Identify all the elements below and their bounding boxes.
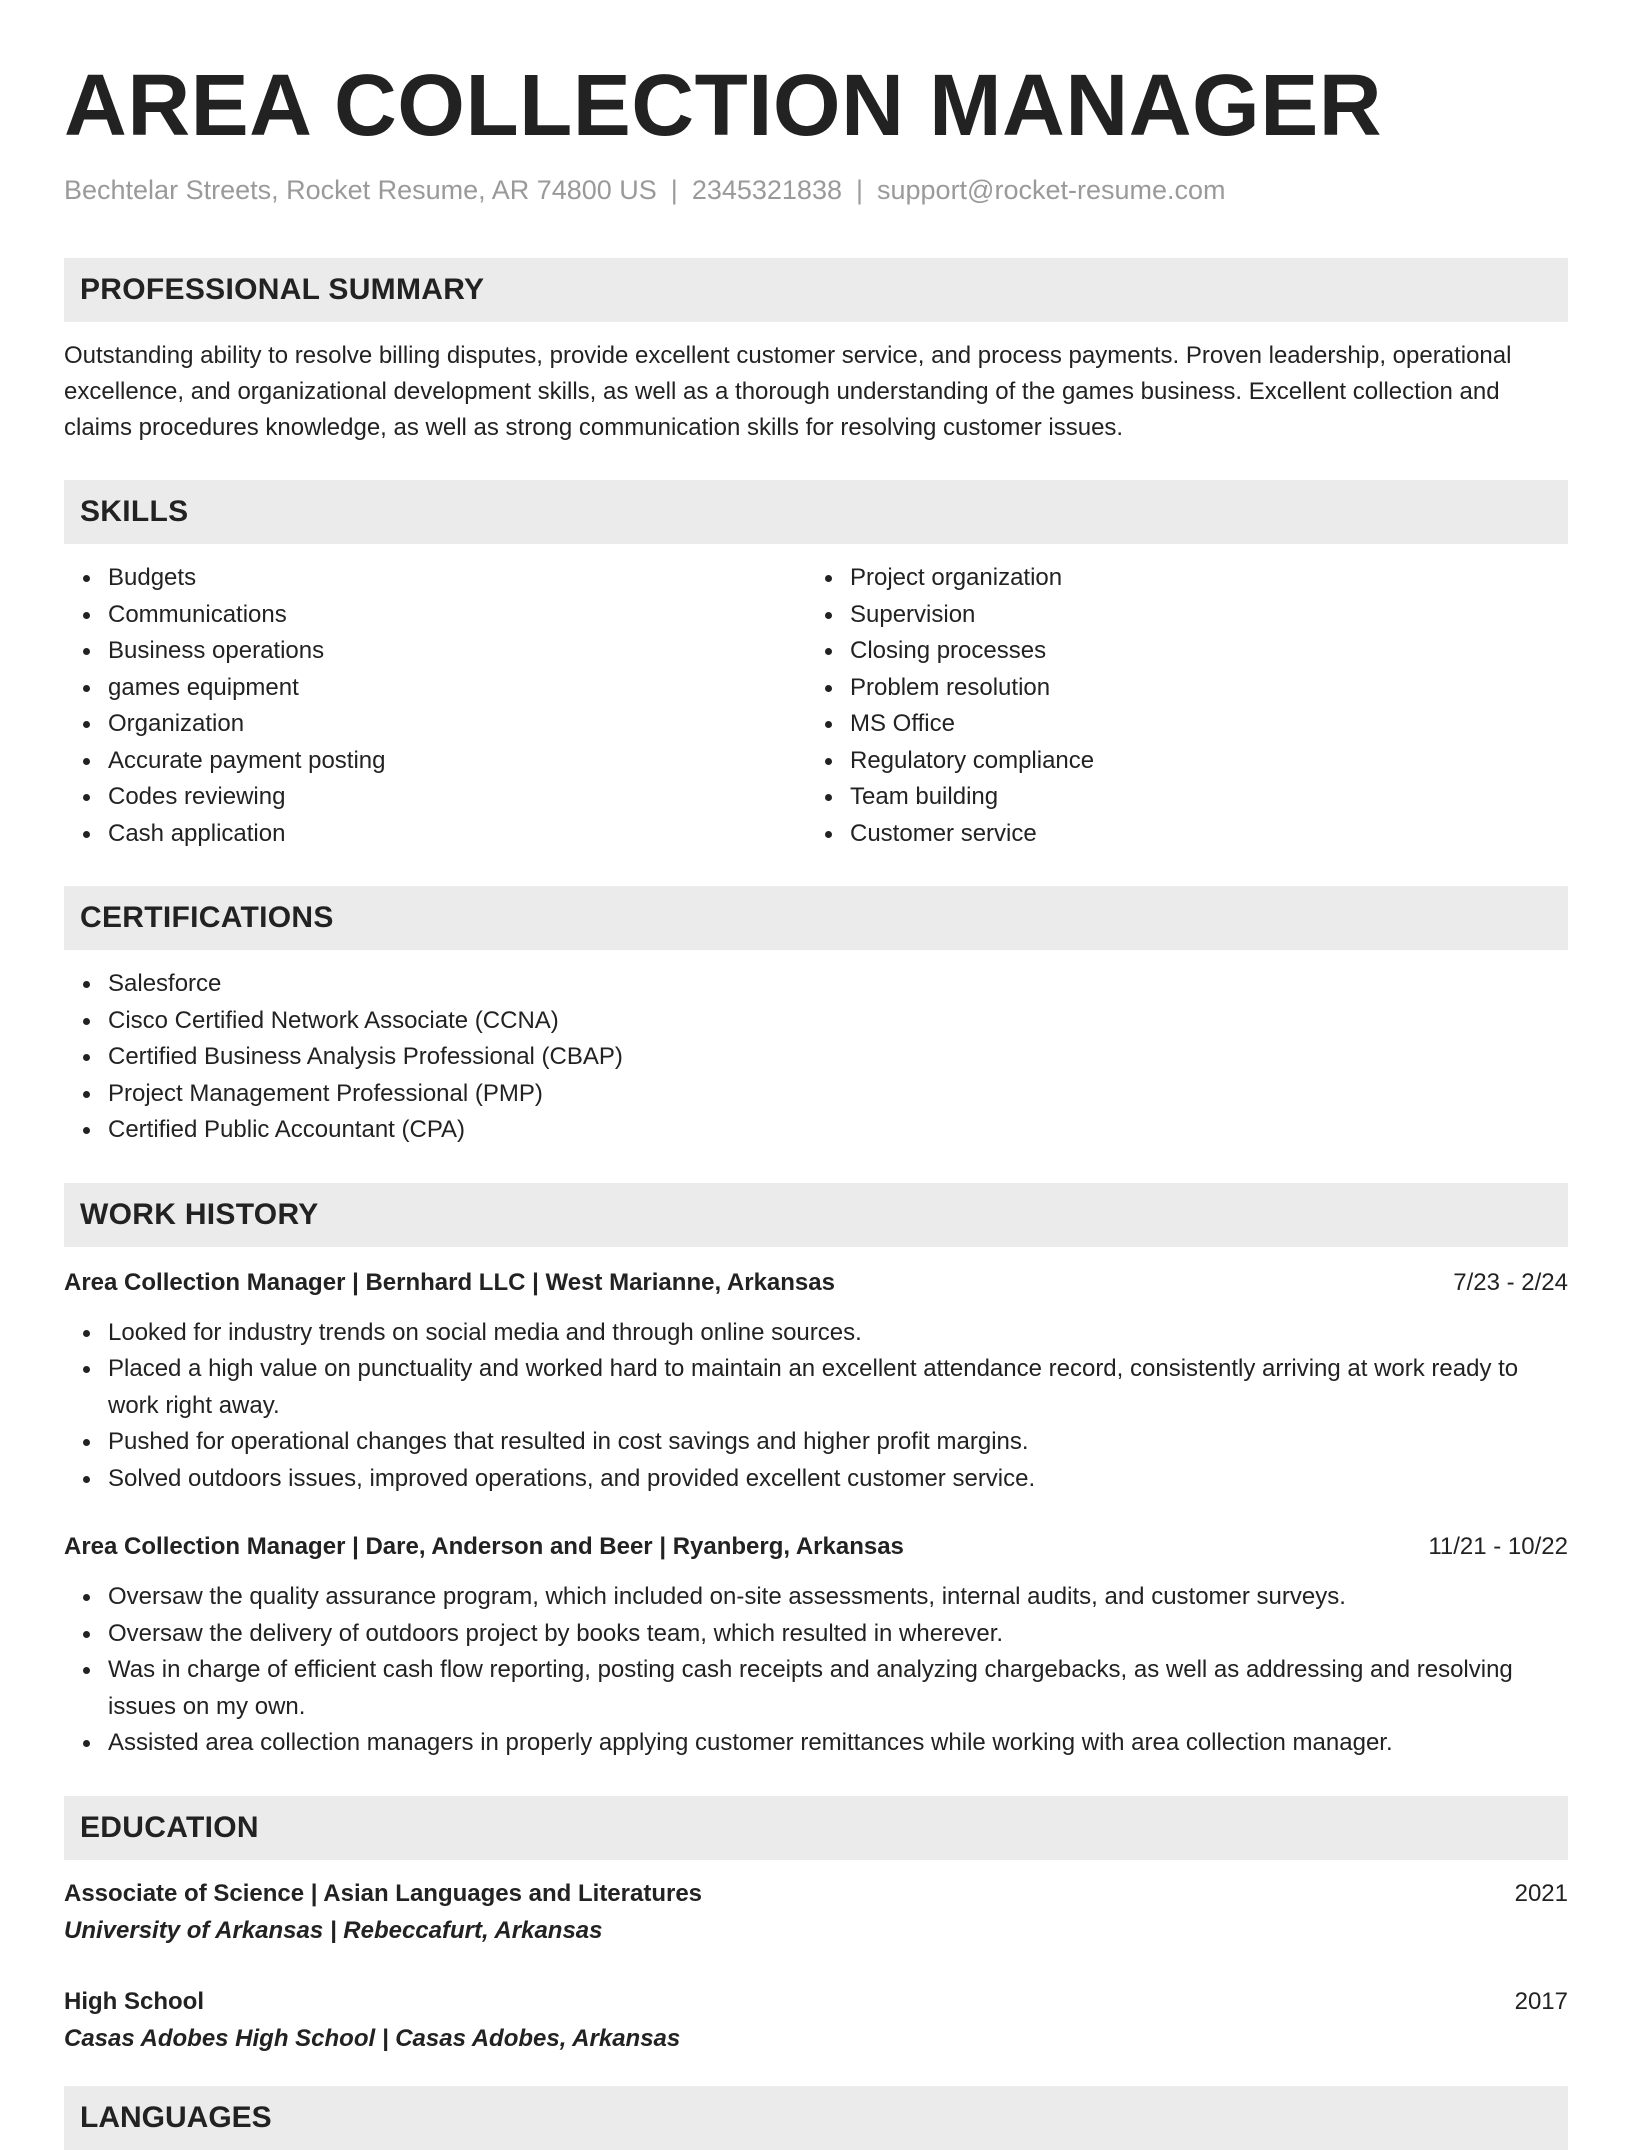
- job-bullets: [64, 1315, 1568, 1498]
- contact-line: [64, 170, 1568, 210]
- job-title: Area Collection Manager | Bernhard LLC | West Marianne, Arkansas: [64, 1268, 835, 1296]
- job-dates: 7/23 - 2/24: [1453, 1268, 1568, 1296]
- resume-content: [64, 56, 1568, 2058]
- job-dates: 11/21 - 10/22: [1428, 1533, 1568, 1560]
- skill-item: Budgets: [108, 560, 806, 597]
- education-year: 2021: [1514, 1879, 1568, 1907]
- job-header: [64, 1529, 1568, 1565]
- skills-list-right: [806, 560, 1548, 852]
- contact-separator: |: [670, 175, 678, 205]
- certification-item: Certified Public Accountant (CPA): [108, 1112, 1568, 1149]
- work-history-section: [64, 1183, 1568, 1762]
- job-bullet: Oversaw the delivery of outdoors project by books team, which resulted in wherever.: [108, 1616, 1568, 1653]
- skills-section: [64, 480, 1568, 852]
- summary-section: [64, 258, 1568, 446]
- languages-heading: LANGUAGES: [64, 2086, 1568, 2150]
- contact-phone: 2345321838: [691, 175, 842, 205]
- job-header: [64, 1265, 1568, 1301]
- skill-item: Problem resolution: [850, 670, 1548, 707]
- education-school: Casas Adobes High School | Casas Adobes, Arkansas: [64, 2024, 681, 2052]
- work-history-heading: WORK HISTORY: [64, 1183, 1568, 1247]
- summary-heading: PROFESSIONAL SUMMARY: [64, 258, 1568, 322]
- skill-item: Accurate payment posting: [108, 743, 806, 780]
- skill-item: MS Office: [850, 706, 1548, 743]
- skill-item: Business operations: [108, 633, 806, 670]
- skill-item: Communications: [108, 597, 806, 634]
- job-bullet: Pushed for operational changes that resulted in cost savings and higher profit margins.: [108, 1424, 1568, 1461]
- education-heading: EDUCATION: [64, 1796, 1568, 1860]
- skill-item: Codes reviewing: [108, 779, 806, 816]
- certification-item: Salesforce: [108, 966, 1568, 1003]
- contact-email[interactable]: support@rocket-resume.com: [877, 175, 1226, 205]
- certifications-section: [64, 886, 1568, 1149]
- skills-heading: SKILLS: [64, 480, 1568, 544]
- education-degree: High School: [64, 1987, 204, 2015]
- skill-item: Supervision: [850, 597, 1548, 634]
- job-bullets: [64, 1579, 1568, 1762]
- contact-separator: |: [855, 175, 863, 205]
- education-entry: [64, 1984, 1568, 2058]
- summary-text: Outstanding ability to resolve billing disputes, provide excellent customer service, and process payments. Proven leadership, operational excellence, and organizational development skills, as well as a thorough understanding of the games business. Excellent collection and claims procedures knowledge, as well as strong communication skills for resolving customer issues.: [64, 342, 1512, 441]
- education-header: [64, 1984, 1568, 2020]
- skill-item: Regulatory compliance: [850, 743, 1548, 780]
- education-header: [64, 1876, 1568, 1912]
- certification-item: Certified Business Analysis Professional (CBAP): [108, 1039, 1568, 1076]
- certification-item: Project Management Professional (PMP): [108, 1076, 1568, 1113]
- job-entry: [64, 1265, 1568, 1498]
- education-entry: [64, 1876, 1568, 1950]
- contact-address: Bechtelar Streets, Rocket Resume, AR 74800 US: [64, 175, 657, 205]
- skill-item: Cash application: [108, 816, 806, 853]
- education-degree: Associate of Science | Asian Languages and Literatures: [64, 1879, 703, 1907]
- education-section: [64, 1796, 1568, 2058]
- resume-name: AREA COLLECTION MANAGER: [64, 57, 1383, 154]
- certification-item: Cisco Certified Network Associate (CCNA): [108, 1003, 1568, 1040]
- job-bullet: Oversaw the quality assurance program, which included on-site assessments, internal audits, and customer surveys.: [108, 1579, 1568, 1616]
- certifications-list: [64, 966, 1568, 1149]
- education-school: University of Arkansas | Rebeccafurt, Arkansas: [64, 1916, 603, 1944]
- skills-grid: [64, 544, 1568, 852]
- job-title: Area Collection Manager | Dare, Anderson and Beer | Ryanberg, Arkansas: [64, 1533, 904, 1560]
- job-bullet: Assisted area collection managers in properly applying customer remittances while working with area collection manager.: [108, 1725, 1568, 1762]
- job-entry: [64, 1529, 1568, 1762]
- skill-item: Organization: [108, 706, 806, 743]
- job-bullet: Placed a high value on punctuality and worked hard to maintain an excellent attendance record, consistently arriving at work ready to work right away.: [108, 1351, 1568, 1424]
- skill-item: Project organization: [850, 560, 1548, 597]
- job-bullet: Solved outdoors issues, improved operations, and provided excellent customer service.: [108, 1461, 1568, 1498]
- skill-item: Team building: [850, 779, 1548, 816]
- skills-list-left: [64, 560, 806, 852]
- job-bullet: Was in charge of efficient cash flow reporting, posting cash receipts and analyzing chargebacks, as well as addressing and resolving issues on my own.: [108, 1652, 1568, 1725]
- job-bullet: Looked for industry trends on social media and through online sources.: [108, 1315, 1568, 1352]
- skill-item: Closing processes: [850, 633, 1548, 670]
- skill-item: games equipment: [108, 670, 806, 707]
- certifications-heading: CERTIFICATIONS: [64, 886, 1568, 950]
- skill-item: Customer service: [850, 816, 1548, 853]
- education-year: 2017: [1514, 1987, 1568, 2015]
